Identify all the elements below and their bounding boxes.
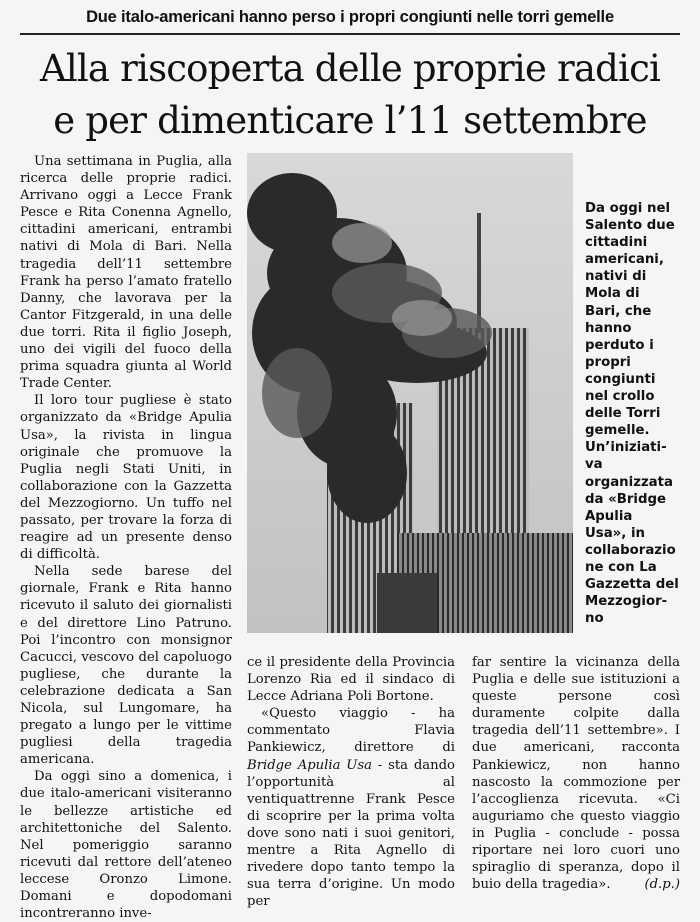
article-column-1 <box>20 153 232 922</box>
text-run: - sta dando l’opportunità al ventiquattrenne Frank Pesce di scoprire per la prima volta dove sono nati i suoi genitori, mentre a Rita Agnello di rivedere dopo tanto tempo la sua terra d’origine. Un modo per <box>247 757 455 910</box>
sidebar-line: nel crollo <box>585 389 655 405</box>
author-signature: (d.p.) <box>644 877 680 893</box>
sidebar-line: organizzata <box>585 474 673 490</box>
article-paragraph: Da oggi sino a domenica, i due italo-americani visiteranno le bellezze artistiche ed architettoniche del Salento. Nel pomeriggio saranno ricevuti dal rettore dell’ateneo leccese Oronzo Limone. Domani e dopodomani incontreranno inve- <box>20 769 232 922</box>
sidebar-line: Mezzogior- <box>585 594 668 610</box>
sidebar-line: ne con La <box>585 559 657 575</box>
article-paragraph <box>247 705 455 910</box>
sidebar-line: Mola di <box>585 286 640 302</box>
sidebar-line: nativi di <box>585 269 647 285</box>
sidebar-line: collaborazio <box>585 542 676 558</box>
sidebar-line: Bari, che <box>585 303 652 319</box>
headline-line-2: e per dimenticare l’11 settembre <box>53 99 647 142</box>
sidebar-line: delle Torri <box>585 406 661 422</box>
text-run: far sentire la vicinanza della Puglia e delle sue istituzioni a queste persone così duramente colpite dalla tragedia dell’11 settembre». I due americani, racconta Pankiewicz, non hanno nascosto la commozione per l’accoglienza ricevuta. «Ci auguriamo che questo viaggio in Puglia - conclude - possa riportare nei loro cuori uno spiraglio di speranza, dopo il buio della tragedia». <box>472 655 680 893</box>
kicker: Due italo-americani hanno perso i propri congiunti nelle torri gemelle <box>86 8 614 26</box>
sidebar-line: Salento due <box>585 218 675 234</box>
article-paragraph: ce il presidente della Provincia Lorenzo Ria ed il sindaco di Lecce Adriana Poli Bortone. <box>247 655 455 705</box>
sidebar-line: Da oggi nel <box>585 201 671 216</box>
sidebar-line: hanno <box>585 320 632 336</box>
sidebar-line: no <box>585 611 604 627</box>
photo-caption-sidebar <box>585 200 683 627</box>
sidebar-line: propri <box>585 354 631 370</box>
publication-name: Bridge Apulia Usa <box>247 757 373 773</box>
sidebar-line: congiunti <box>585 371 656 387</box>
twin-towers-photo <box>247 153 573 633</box>
sidebar-line: Usa», in <box>585 525 645 541</box>
sidebar-line: cittadini <box>585 235 648 251</box>
sidebar-line: Gazzetta del <box>585 577 679 593</box>
article-column-2 <box>247 654 455 910</box>
sidebar-line: perduto i <box>585 337 654 353</box>
sidebar-line: Un’iniziati- <box>585 440 667 456</box>
article-paragraph: Nella sede barese del giornale, Frank e Rita hanno ricevuto il saluto dei giornalisti e del direttore Lino Patruno. Poi l’incontro con monsignor Cacucci, vescovo del capoluogo pugliese, che durante la celebrazione dedicata a San Nicola, sul Lungomare, ha pregato a lungo per le vittime pugliesi della tragedia americana. <box>20 564 232 768</box>
text-run: «Questo viaggio - ha commentato Flavia Pankiewicz, direttore di <box>247 706 455 756</box>
sidebar-line: da «Bridge <box>585 491 667 507</box>
sidebar-line: Apulia <box>585 508 633 524</box>
sidebar-line: gemelle. <box>585 423 650 439</box>
article-paragraph: Il loro tour pugliese è stato organizzato da «Bridge Apulia Usa», la rivista in lingua originale che promuove la Puglia negli Stati Uniti, in collaborazione con la Gazzetta del Mezzogiorno. Un tuffo nel passato, per trovare la forza di reagire ad un presente denso di difficoltà. <box>20 393 232 563</box>
kicker-rule <box>20 33 680 35</box>
headline-line-1: Alla riscoperta delle proprie radici <box>39 47 661 90</box>
article-paragraph: Una settimana in Puglia, alla ricerca delle proprie radici. Arrivano oggi a Lecce Frank Pesce e Rita Conenna Agnello, cittadini americani, entrambi nativi di Mola di Bari. Nella tragedia dell’11 settembre Frank ha perso l’amato fratello Danny, che lavorava per la Cantor Fitzgerald, in una delle due torri. Rita il figlio Joseph, uno dei vigili del fuoco della prima squadra giunta al World Trade Center. <box>20 154 232 392</box>
article-paragraph <box>472 654 680 893</box>
article-column-3 <box>472 654 680 893</box>
sidebar-line: va <box>585 457 603 473</box>
sidebar-line: americani, <box>585 252 664 268</box>
